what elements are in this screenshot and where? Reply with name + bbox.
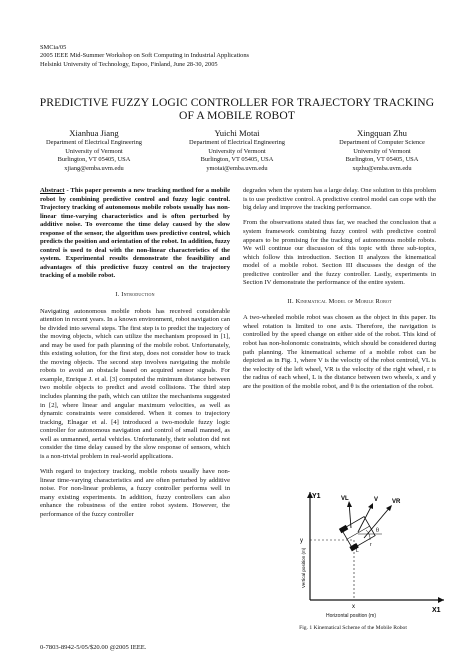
author-dept: Department of Electrical Engineering: [46, 139, 142, 146]
x-coordinate-label: x: [352, 604, 355, 610]
x-axis-arrow: [438, 597, 444, 603]
figure-caption: Fig. 1 Kinematical Scheme of the Mobile Robot: [299, 625, 407, 631]
title-line-1: PREDICTIVE FUZZY LOGIC CONTROLLER FOR TRAJECTORY TRACKING: [39, 96, 435, 109]
author-email[interactable]: xqzhu@emba.uvm.edu: [352, 164, 412, 172]
right-column: [243, 187, 436, 398]
author-city: Burlington, VT 05405, USA: [57, 156, 131, 164]
vr-label: VR: [392, 499, 401, 505]
header-line-1: SMCia/05: [40, 44, 67, 51]
author-city: Burlington, VT 05405, USA: [345, 156, 419, 164]
horizontal-position-label: Horizontal position (m): [326, 613, 377, 619]
abstract: [40, 187, 230, 281]
author-univ: University of Vermont: [65, 147, 123, 155]
y1-axis-label: Y1: [312, 493, 321, 500]
paragraph: degrades when the system has a large delay. One solution to this problem is to use predictive control. A predictive control model can cope with the big delay and improve the tracking performance.: [243, 187, 437, 212]
section-heading: II. Kinematical Model of Mobile Robot: [287, 297, 392, 305]
author-univ: University of Vermont: [353, 147, 411, 155]
paragraph: A two-wheeled mobile robot was chosen as the object in this paper. Its wheel rotation is limited to one axis. Therefore, the navigation is controlled by the speed change on either side of the robot. This kind of robot has non-holonomic constraints, which should be considered during path planning. The kinematical scheme of a mobile robot can be depicted as in Fig. 1, where V is the velocity of the robot centroid, VL is the velocity of the left wheel, VR is the velocity of the right wheel, r is the radius of each wheel, L is the distance between two wheels, x and y are the position of the mobile robot, and θ is the orientation of the robot.: [243, 314, 436, 390]
v-label: V: [374, 497, 379, 503]
header-line-3: Helsinki University of Technology, Espoo, Finland, June 28-30, 2005: [40, 60, 218, 68]
title-line-2: OF A MOBILE ROBOT: [178, 109, 296, 122]
author-univ: University of Vermont: [208, 147, 266, 155]
theta-label: θ: [376, 528, 379, 534]
abstract-text: - This paper presents a new tracking method for a mobile robot by combining predictive control and fuzzy logic control. Trajectory tracking of autonomous mobile robots usually has non-linear time-varying characteristics and is often perturbed by additive noise. To overcome the time delay caused by the slow response of the sensor, the algorithm uses predictive control, which predicts the position and orientation of the robot. In addition, fuzzy control is used to deal with the non-linear characteristics of the system. Experimental results demonstrate the feasibility and advantages of this predictive fuzzy control on the trajectory tracking of a mobile robot.: [40, 187, 230, 280]
conference-header: [40, 44, 249, 69]
author-block: [312, 127, 452, 173]
vl-label: VL: [341, 496, 349, 502]
author-email[interactable]: xjiang@emba.uvm.edu: [64, 164, 124, 172]
x1-axis-label: X1: [432, 607, 441, 614]
l-label: L: [356, 548, 359, 554]
header-line-2: 2005 IEEE Mid-Summer Workshop on Soft Computing in Industrial Applications: [40, 52, 250, 60]
paper-title: [30, 96, 444, 122]
robot-centerline: [347, 526, 370, 539]
paragraph: Navigating autonomous mobile robots has received considerable attention in recent years. In a known environment, robot navigation can be divided into several steps. The first step is to predict the trajectory of the moving objects, which can utilize the mechanism proposed in [1], and may be used for path planning of the mobile robot. Unfortunately, this existing solution, for the first step, does not consider how to track the moving objects. The second step involves navigating the mobile robots to avoid an obstacle based on acquired sensor signals. For example, Enrique J. et al. [3] computed the minimum distance between two mobile objects to predict and avoid collisions. The third step includes planning the path, which can utilize the mechanisms suggested in [2], where linear and angular maximum velocities, as well as dynamic constraints were considered. When it comes to trajectory tracking, Elnagar et al. [4] introduced a two-module fuzzy logic controller for autonomous navigation and control of small manned, as well as unmanned, aerial vehicles. Unfortunately, their solution did not consider the time delay caused by the slow response of sensors, which is a non-trivial problem in real-world applications.: [40, 307, 230, 460]
copyright-footer: 0-7803-8942-5/05/$20.00 @2005 IEEE.: [40, 644, 147, 651]
author-dept: Department of Computer Science: [339, 139, 425, 146]
author-name: Xingquan Zhu: [357, 128, 407, 138]
section-heading: I. Introduction: [115, 291, 155, 299]
author-dept: Department of Electrical Engineering: [189, 139, 285, 146]
r-label: r: [370, 542, 372, 548]
paragraph: With regard to trajectory tracking, mobile robots usually have non-linear time-varying characteristics and are often perturbed by additive noise. For non-linear problems, a fuzzy controller performs well in many existing experiments. In addition, fuzzy controllers can also enhance the robustness of the entire robot system. However, the performance of the fuzzy controller: [40, 468, 230, 518]
author-email[interactable]: ymotai@emba.uvm.edu: [206, 164, 268, 172]
author-name: Yuichi Motai: [214, 128, 260, 138]
left-column: [40, 187, 230, 526]
vertical-position-label: Vertical position (m): [301, 547, 306, 588]
y-coordinate-label: y: [300, 538, 303, 544]
author-block: [167, 127, 307, 173]
kinematic-scheme-figure: [296, 488, 446, 614]
author-name: Xianhua Jiang: [69, 128, 119, 138]
author-city: Burlington, VT 05405, USA: [200, 156, 274, 164]
abstract-label: Abstract: [40, 187, 65, 194]
paragraph: From the observations stated thus far, we reached the conclusion that a system framework combining fuzzy control with predictive control appears to be promising for the tracking of autonomous mobile robots. We will continue our discussion of this topic with three sub-topics, which follow this introduction. Section II analyzes the kinematical model of a mobile robot. Section III discusses the design of the predictive controller and the fuzzy controller. Lastly, experiments in Section IV demonstrate the performance of the entire system.: [243, 219, 436, 287]
author-block: [24, 127, 164, 173]
